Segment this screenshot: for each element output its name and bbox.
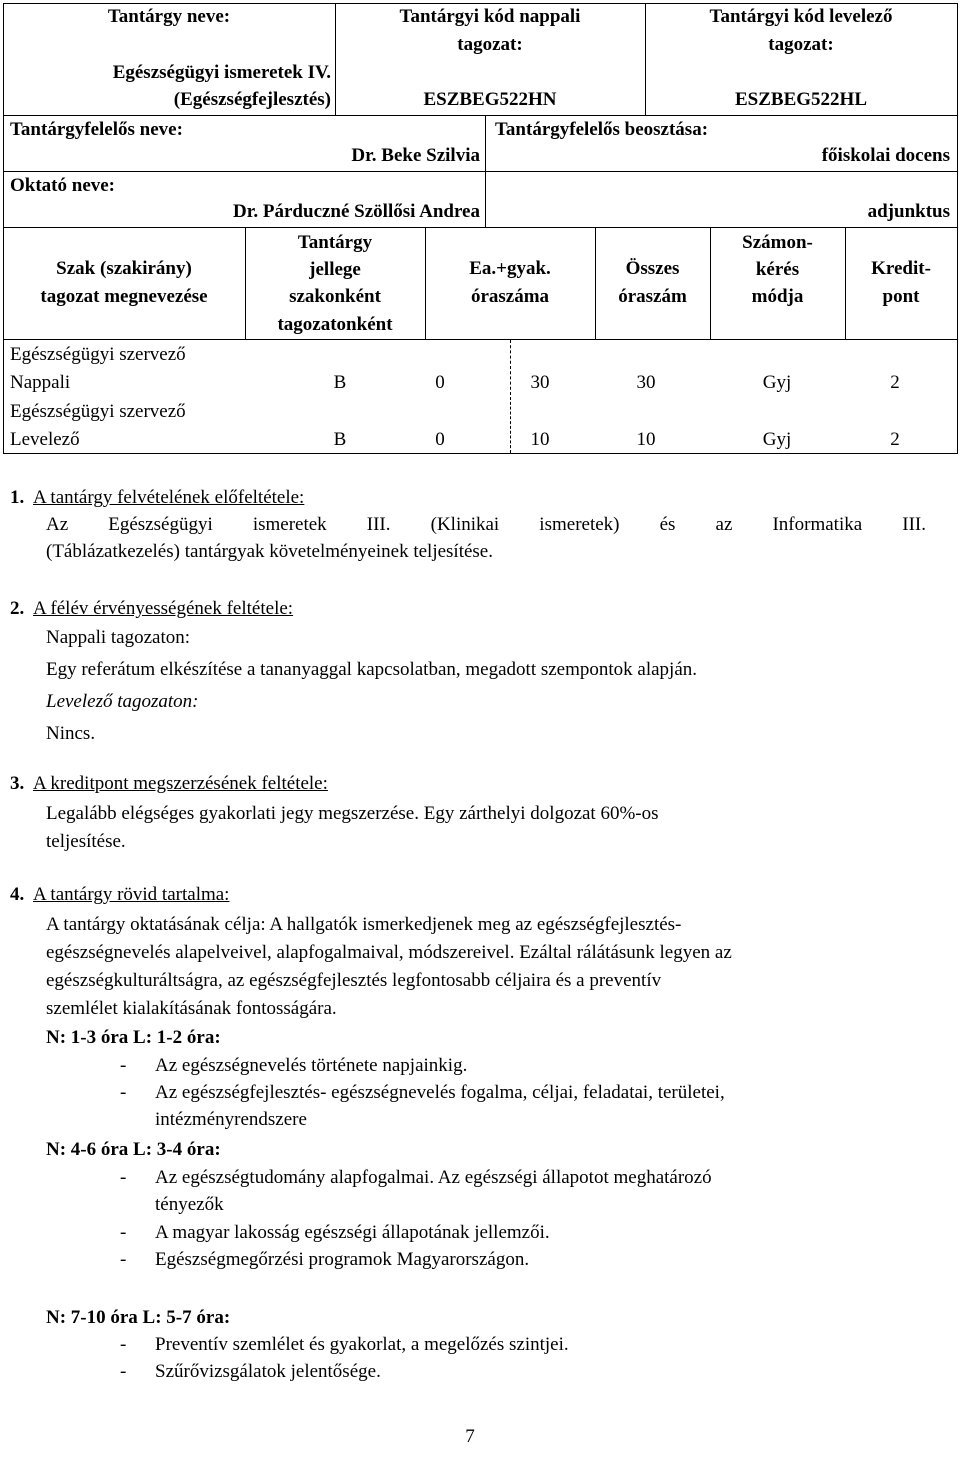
section-title: A tantárgy rövid tartalma:: [33, 884, 230, 905]
block-1-title: N: 1-3 óra L: 1-2 óra:: [46, 1027, 221, 1048]
code-corr-label-2: tagozat:: [768, 34, 834, 55]
section-number: 3.: [10, 773, 25, 794]
section-title: A félév érvényességének feltétele:: [33, 598, 294, 619]
col-kredit-2: pont: [882, 286, 920, 307]
row-ea: 0: [435, 372, 445, 393]
row-szamonkeres: Gyj: [762, 372, 792, 393]
teacher-value: Dr. Párduczné Szöllősi Andrea: [232, 201, 480, 222]
col-szamonkeres-2: kérés: [755, 259, 800, 280]
subject-name-line2: (Egészségfejlesztés): [173, 89, 331, 110]
col-szamonkeres-3: módja: [751, 286, 804, 307]
subject-name-line1: Egészségügyi ismeretek IV.: [112, 62, 331, 83]
row-name: Egészségügyi szervező: [10, 344, 186, 365]
col-ea-2: óraszáma: [470, 286, 550, 307]
list-dash: -: [120, 1249, 127, 1270]
col-ea: Ea.+gyak.: [469, 258, 551, 279]
col-kredit: Kredit-: [871, 258, 931, 279]
section-1-heading: [10, 487, 304, 509]
code-corr-label: Tantárgyi kód levelező: [709, 6, 893, 27]
row-osszes: 30: [636, 372, 656, 393]
row-jelleg: B: [333, 372, 347, 393]
row-name: Egészségügyi szervező: [10, 401, 186, 422]
section-1-line2: (Táblázatkezelés) tantárgyak követelményeinek teljesítése.: [46, 541, 493, 562]
responsible-position-value: főiskolai docens: [821, 145, 950, 166]
col-jelleg: Tantárgy: [297, 232, 373, 253]
col-jelleg-2: jellege: [309, 259, 361, 280]
row-gyak: 30: [530, 372, 550, 393]
teacher-label: Oktató neve:: [10, 175, 116, 196]
code-day-label-2: tagozat:: [457, 34, 523, 55]
row-ea: 0: [435, 429, 445, 450]
responsible-label: Tantárgyfelelős neve:: [10, 119, 183, 140]
row-jelleg: B: [333, 429, 347, 450]
responsible-value: Dr. Beke Szilvia: [351, 145, 480, 166]
teacher-position-value: adjunktus: [867, 201, 950, 222]
list-item-text: Az egészségfejlesztés- egészségnevelés fogalma, céljai, feladatai, területei,: [155, 1082, 725, 1103]
list-dash: -: [120, 1055, 127, 1076]
subject-name-label: Tantárgy neve:: [107, 6, 231, 27]
section-4-line4: szemlélet kialakításának fontosságára.: [46, 998, 337, 1019]
row-mode: Nappali: [10, 372, 71, 393]
list-item-text: Szűrővizsgálatok jelentősége.: [155, 1361, 381, 1382]
col-osszes: Összes: [625, 258, 680, 279]
section-2-heading: [10, 598, 293, 620]
section-3-line1: Legalább elégséges gyakorlati jegy megszerzése. Egy zárthelyi dolgozat 60%-os: [46, 803, 659, 824]
col-jelleg-3: szakonként: [289, 286, 381, 307]
col-jelleg-4: tagozatonként: [277, 314, 393, 335]
section-1-line1: Az Egészségügyi ismeretek III. (Klinikai ismeretek) és az Informatika III.: [46, 514, 926, 535]
list-item-text: tényezők: [155, 1194, 224, 1215]
day-text: Egy referátum elkészítése a tananyaggal kapcsolatban, megadott szempontok alapján.: [46, 659, 698, 680]
code-corr-value: ESZBEG522HL: [735, 89, 867, 110]
col-szak-2: tagozat megnevezése: [40, 286, 208, 307]
list-dash: -: [120, 1361, 127, 1382]
page-number: 7: [465, 1426, 475, 1447]
correspondence-text: Nincs.: [46, 723, 96, 744]
section-3-heading: [10, 773, 328, 795]
list-item-text: A magyar lakosság egészségi állapotának jellemzői.: [155, 1222, 550, 1243]
row-szamonkeres: Gyj: [762, 429, 792, 450]
section-4-line3: egészségkulturáltságra, az egészségfejlesztés legfontosabb céljaira és a preventív: [46, 970, 662, 991]
section-4-heading: [10, 884, 229, 906]
day-label: Nappali tagozaton:: [46, 627, 191, 648]
section-title: A kreditpont megszerzésének feltétele:: [33, 773, 328, 794]
list-item-text: Egészségmegőrzési programok Magyarországon.: [155, 1249, 530, 1270]
row-kredit: 2: [890, 372, 900, 393]
row-kredit: 2: [890, 429, 900, 450]
section-4-line1: A tantárgy oktatásának célja: A hallgatók ismerkedjenek meg az egészségfejlesztés-: [46, 914, 682, 935]
list-dash: -: [120, 1334, 127, 1355]
code-day-value: ESZBEG522HN: [423, 89, 557, 110]
section-3-line2: teljesítése.: [46, 831, 126, 852]
code-day-label: Tantárgyi kód nappali: [399, 6, 581, 27]
list-item-text: intézményrendszere: [155, 1109, 307, 1130]
list-item-text: Az egészségnevelés története napjainkig.: [155, 1055, 468, 1076]
section-number: 1.: [10, 487, 25, 508]
block-2-title: N: 4-6 óra L: 3-4 óra:: [46, 1139, 221, 1160]
col-osszes-2: óraszám: [618, 286, 687, 307]
row-osszes: 10: [636, 429, 656, 450]
list-dash: -: [120, 1222, 127, 1243]
responsible-position-label: Tantárgyfelelős beosztása:: [495, 119, 709, 140]
list-dash: -: [120, 1167, 127, 1188]
correspondence-label: Levelező tagozaton:: [46, 691, 199, 712]
list-dash: -: [120, 1082, 127, 1103]
section-4-line2: egészségnevelés alapelveivel, alapfogalmaival, módszereivel. Ezáltal rálátásunk legyen az: [46, 942, 732, 963]
section-number: 4.: [10, 884, 25, 905]
list-item-text: Preventív szemlélet és gyakorlat, a megelőzés szintjei.: [155, 1334, 569, 1355]
row-mode: Levelező: [10, 429, 80, 450]
col-szamonkeres: Számon-: [742, 232, 813, 253]
col-szak: Szak (szakirány): [56, 258, 192, 279]
list-item-text: Az egészségtudomány alapfogalmai. Az egészségi állapotot meghatározó: [155, 1167, 712, 1188]
section-number: 2.: [10, 598, 25, 619]
section-title: A tantárgy felvételének előfeltétele:: [33, 487, 305, 508]
block-3-title: N: 7-10 óra L: 5-7 óra:: [46, 1307, 231, 1328]
row-gyak: 10: [530, 429, 550, 450]
